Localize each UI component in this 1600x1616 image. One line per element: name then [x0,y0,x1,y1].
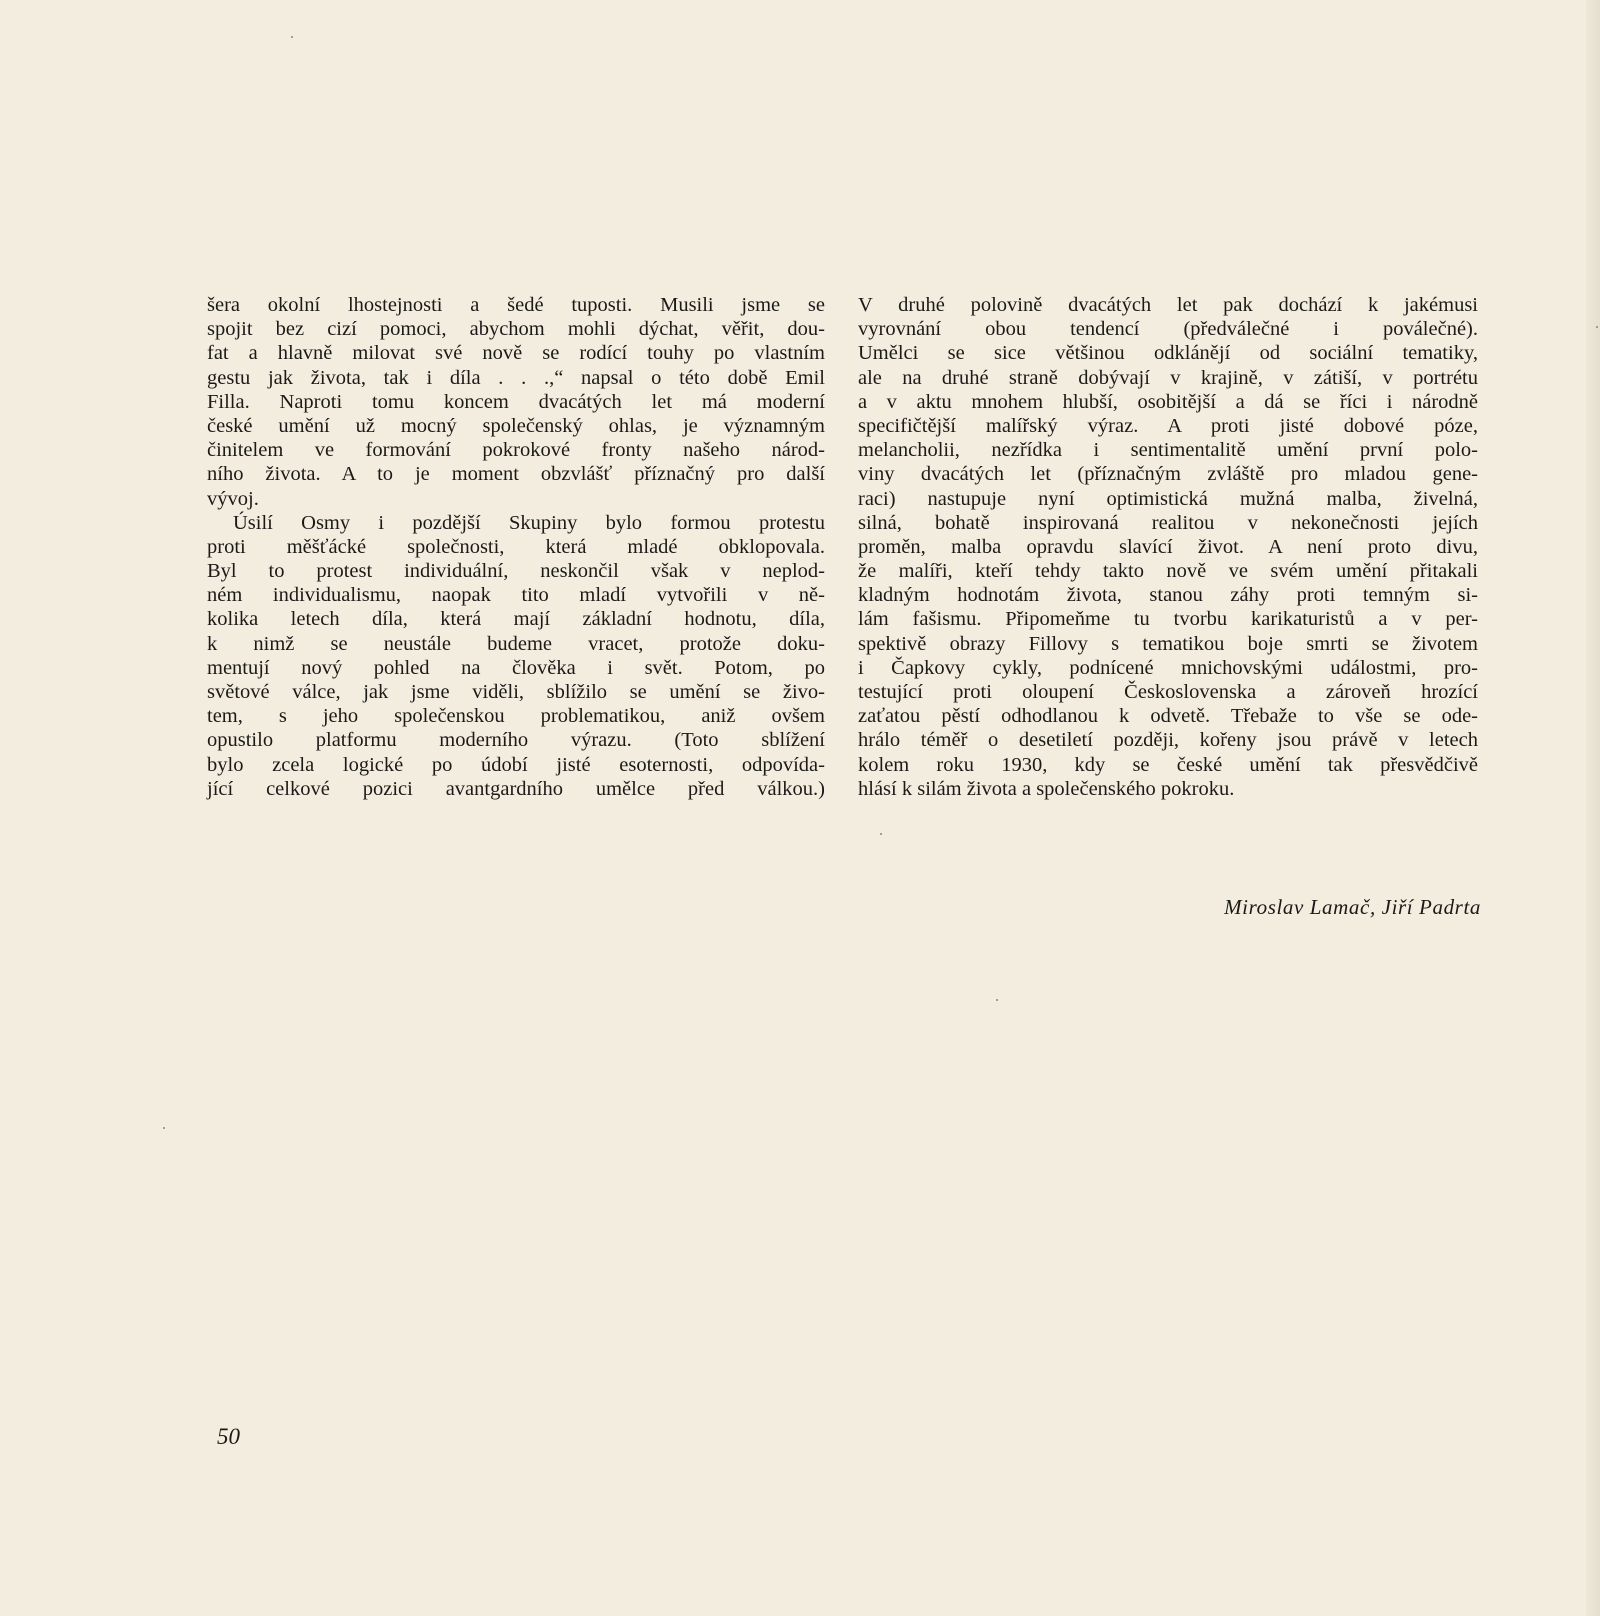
text-line: hrálo téměř o desetiletí později, kořeny jsou právě v letech [858,729,1478,752]
text-line: ního života. A to je moment obzvlášť příznačný pro další [207,463,825,486]
paper-speck [996,999,998,1001]
text-line: mentují nový pohled na člověka i svět. Potom, po [207,656,825,679]
text-line: české umění už mocný společenský ohlas, je významným [207,414,825,437]
left-text-column [207,293,825,801]
text-line: tem, s jeho společenskou problematikou, aniž ovšem [207,705,825,728]
text-line: činitelem ve formování pokrokové fronty našeho národ- [207,439,825,462]
text-line: hlásí k silám života a společenského pokroku. [858,777,1235,800]
text-line: vývoj. [207,487,259,510]
text-line: proměn, malba opravdu slavící život. A není proto divu, [858,535,1478,558]
text-line: fat a hlavně milovat své nově se rodící touhy po vlastním [207,342,825,365]
text-line: lám fašismu. Připomeňme tu tvorbu karikaturistů a v per- [858,608,1478,631]
text-line: ném individualismu, naopak tito mladí vytvořili v ně- [207,584,825,607]
text-line: specifičtější malířský výraz. A proti jisté dobové póze, [858,414,1478,437]
text-line: a v aktu mnohem hlubší, osobitější a dá se říci i národně [858,390,1478,413]
text-line: spojit bez cizí pomoci, abychom mohli dýchat, věřit, dou- [207,318,825,341]
text-line: zaťatou pěstí odhodlanou k odvetě. Třebaže to vše se ode- [858,705,1478,728]
text-line: že malíři, kteří tehdy takto nově ve svém umění přitakali [858,560,1478,583]
text-line: spektivě obrazy Fillovy s tematikou boje smrti se životem [858,632,1478,655]
paper-speck [1596,326,1598,328]
text-line: kladným hodnotám života, stanou záhy proti temným si- [858,584,1478,607]
text-line: V druhé polovině dvacátých let pak dochází k jakémusi [858,294,1478,316]
text-line: viny dvacátých let (příznačným zvláště pro mladou gene- [858,463,1478,486]
paper-speck [163,1127,165,1129]
paper-speck [291,36,293,38]
text-line: světové válce, jak jsme viděli, sblížilo se umění se živo- [207,681,825,703]
text-line: jící celkové pozici avantgardního umělce před válkou.) [207,777,825,800]
text-line: Filla. Naproti tomu koncem dvacátých let má moderní [207,390,825,413]
right-text-column [858,293,1478,801]
text-line: silná, bohatě inspirovaná realitou v nekonečnosti jejích [858,511,1478,534]
text-line: opustilo platformu moderního výrazu. (Toto sblížení [207,729,825,752]
text-line: i Čapkovy cykly, podnícené mnichovskými událostmi, pro- [858,656,1478,679]
text-line: raci) nastupuje nyní optimistická mužná malba, živelná, [858,487,1478,510]
text-line: melancholii, nezřídka i sentimentalitě umění první polo- [858,439,1478,462]
author-signature: Miroslav Lamač, Jiří Padrta [1224,895,1481,919]
text-line: ale na druhé straně dobývají v krajině, v zátiší, v portrétu [858,366,1478,389]
text-line: vyrovnání obou tendencí (předválečné i poválečné). [858,318,1478,341]
text-line: Úsilí Osmy i pozdější Skupiny bylo formou protestu [233,511,825,534]
text-line: bylo zcela logické po údobí jisté esoternosti, odpovída- [207,753,825,776]
text-line: šera okolní lhostejnosti a šedé tuposti. Musili jsme se [207,294,825,316]
text-line: proti měšťácké společnosti, která mladé obklopovala. [207,535,825,558]
page-edge [1586,0,1600,1616]
text-line: Byl to protest individuální, neskončil však v neplod- [207,560,825,583]
text-line: kolika letech díla, která mají základní hodnotu, díla, [207,608,825,631]
text-line: k nimž se neustále budeme vracet, protože doku- [207,632,825,655]
text-line: gestu jak života, tak i díla . . .,“ napsal o této době Emil [207,366,825,389]
page-number: 50 [217,1424,240,1449]
text-line: testující proti oloupení Československa a zároveň hrozící [858,681,1478,703]
text-line: Umělci se sice většinou odklánějí od sociální tematiky, [858,342,1478,365]
paper-speck [880,833,882,835]
text-line: kolem roku 1930, kdy se české umění tak přesvědčivě [858,753,1478,776]
